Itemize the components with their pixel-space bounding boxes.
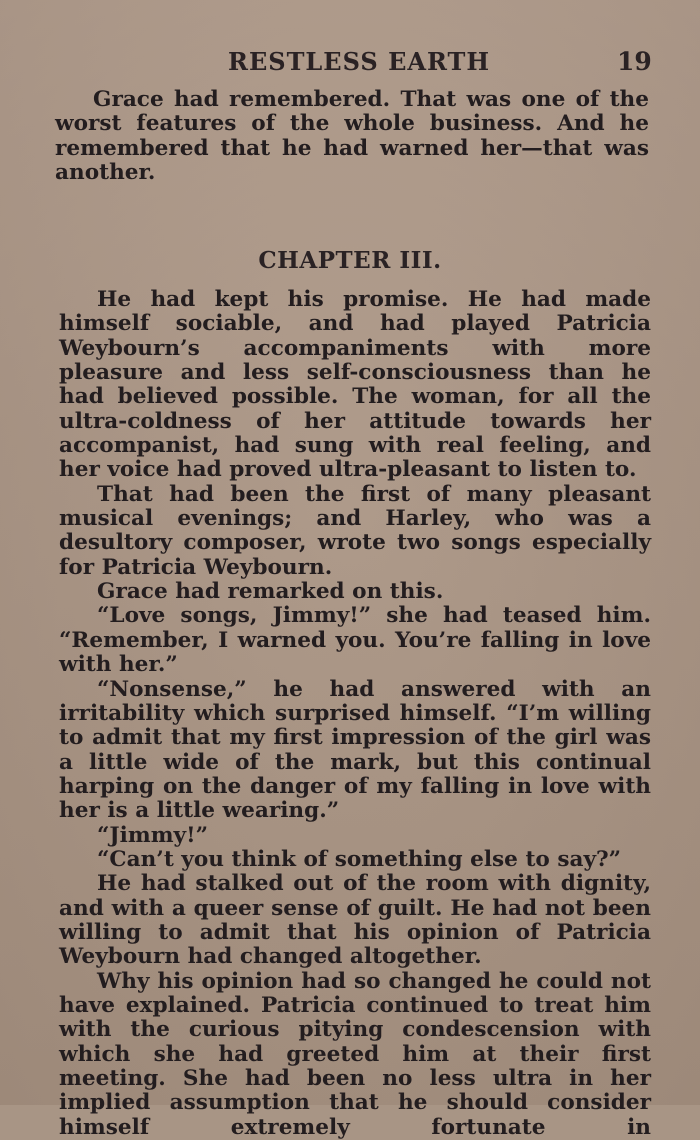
- page-number: 19: [617, 47, 652, 76]
- chapter-paragraph: “Love songs, Jimmy!” she had teased him. “Remember, I warned you. You’re falling in love with her.”: [59, 603, 651, 678]
- chapter-paragraph: He had stalked out of the room with dignity, and with a queer sense of guilt. He had not been willing to admit that his opinion of Patricia Weybourn had changed altogether.: [59, 871, 651, 970]
- page-header: [0, 47, 700, 81]
- chapter-paragraph: Why his opinion had so changed he could not have explained. Patricia continued to treat him with the curious pitying condescension with which she had greeted him at their first meeting. She had been no less ultra in her implied assumption that he should consider himself extremely fortunate in: [59, 968, 651, 1140]
- chapter-paragraph: “Nonsense,” he had answered with an irritability which surprised himself. “I’m willing to admit that my first impression of the girl was a little wide of the mark, but this continual harping on the danger of my falling in love with her is a little wearing.”: [59, 676, 651, 824]
- intro-section: [55, 88, 649, 186]
- chapter-paragraph: “Jimmy!”: [97, 822, 208, 848]
- chapter-heading: CHAPTER III.: [258, 247, 442, 274]
- chapter-paragraph: Grace had remarked on this.: [97, 579, 444, 605]
- chapter-paragraph: He had kept his promise. He had made himself sociable, and had played Patricia Weybourn’s accompaniments with more pleasure and less self-consciousness than he had believed possible. The woman, for all the ultra-coldness of her attitude towards her accompanist, had sung with real feeling, and her voice had proved ultra-pleasant to listen to.: [59, 287, 651, 483]
- chapter-paragraph: “Can’t you think of something else to say?”: [97, 846, 622, 872]
- chapter-paragraph: That had been the first of many pleasant musical evenings; and Harley, who was a desultory composer, wrote two songs especially for Patricia Weybourn.: [59, 481, 651, 580]
- running-head: RESTLESS EARTH: [228, 47, 491, 76]
- intro-paragraph: Grace had remembered. That was one of the worst features of the whole business. And he remembered that he had warned her—that was another.: [55, 87, 649, 186]
- chapter-body: [59, 288, 651, 1140]
